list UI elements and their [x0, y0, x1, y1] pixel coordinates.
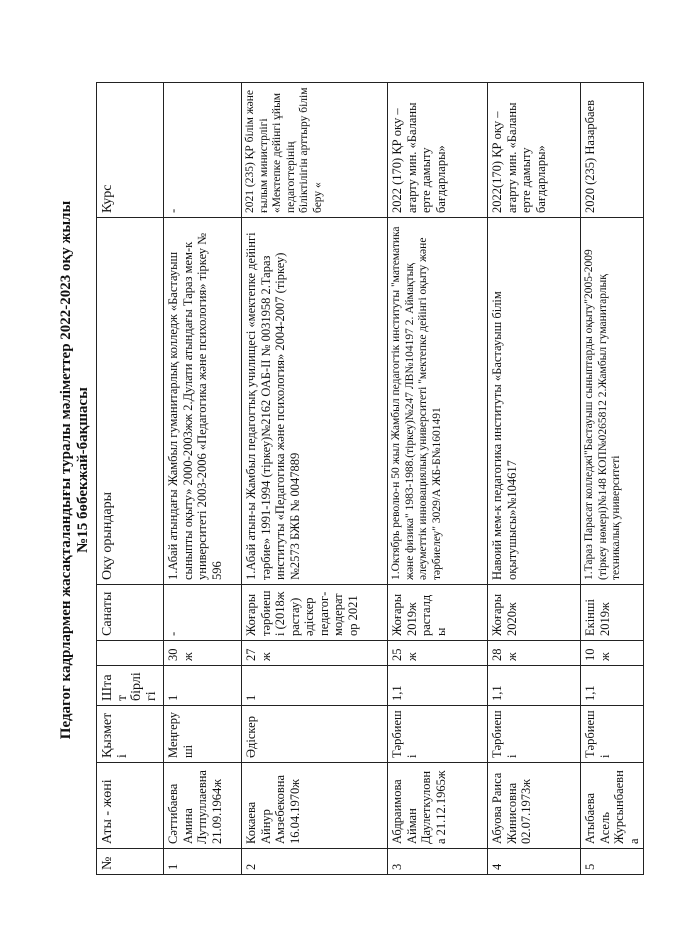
cell-position: Тәрбиеші — [388, 706, 488, 763]
cell-number: 1 — [164, 849, 242, 875]
cell-position: Тәрбиеші — [581, 706, 644, 763]
cell-education: 1.Абай атын-ы Жамбыл педагогтық училищесі «мектепке дейінгі тәрбие» 1991-1994 (тіркеу)№2162 ОАБ-II № 0031958 2.Тараз институты «Педагогика және психология» 2004-2007 (тіркеу)№2573 БЖБ № 0047889 — [242, 218, 388, 585]
cell-position: Меңгеруші — [164, 706, 242, 763]
cell-education: Навоий мем-к педагогика институты «Бастауыш білім оқытушысы»№104617 — [488, 218, 581, 585]
staff-table — [96, 82, 644, 875]
cell-name: Атыбаева Асель Журсынбаевна — [581, 763, 644, 849]
col-category: Санаты — [97, 585, 164, 641]
cell-staff: 1,1 — [488, 666, 581, 706]
cell-experience: 10ж — [581, 641, 644, 666]
cell-name: Абдраимова Айман Даулеткуловна 21.12.1965ж — [388, 763, 488, 849]
cell-number: 5 — [581, 849, 644, 875]
cell-category: Жоғары 2020ж — [488, 585, 581, 641]
cell-name: Кокаева Айнур Амзебековна 16.04.1970ж — [242, 763, 388, 849]
cell-staff: 1,1 — [581, 666, 644, 706]
col-course: Курс — [97, 83, 164, 218]
cell-number: 3 — [388, 849, 488, 875]
cell-category: Жоғары 2019ж расталды — [388, 585, 488, 641]
col-number: № — [97, 849, 164, 875]
cell-category: - — [164, 585, 242, 641]
cell-name: Сәттибаева Амина Лутпуллаевна 21.09.1964ж — [164, 763, 242, 849]
table-row — [488, 83, 581, 875]
col-education: Оқу орындары — [97, 218, 164, 585]
table-header-row — [97, 83, 164, 875]
cell-number: 2 — [242, 849, 388, 875]
cell-education: 1.Октябрь револю-н 50 жыл Жамбыл педагогтік институты "математика және физика" 1983-1988.(тіркеу)№247 ЛВ№104197 2. Аймақтық әлеуметтік инновациялық университеті "мектепке дейінгі оқыту және тәрбиелеу" 3029/А ЖБ-Б№1601491 — [388, 218, 488, 585]
cell-experience: 27ж — [242, 641, 388, 666]
cell-name: Абуова Раиса Жинисовна 02.07.1973ж — [488, 763, 581, 849]
table-row — [388, 83, 488, 875]
cell-course: 2020 (235) Назарбаев — [581, 83, 644, 218]
col-staff-unit: Штат бірлігі — [97, 666, 164, 706]
table-row — [242, 83, 388, 875]
col-experience — [97, 641, 164, 666]
col-position: Қызметі — [97, 706, 164, 763]
col-name: Аты - жөні — [97, 763, 164, 849]
cell-course: - — [164, 83, 242, 218]
cell-experience: 25ж — [388, 641, 488, 666]
cell-education: 1.Абай атындағы Жамбыл гуманитарлық колледж «Бастауыш сыныпты оқыту» 2000-2003жж 2.Дулати атындағы Тараз мем-к университеті 2003-2006 «Педагогика және психология» тіркеу № 596 — [164, 218, 242, 585]
cell-category: Екінші 2019ж — [581, 585, 644, 641]
cell-staff: 1,1 — [388, 666, 488, 706]
cell-education: 1.Тараз Парасат колледжі"Бастауыш сыныптарды оқыту"2005-2009 (тіркеу нөмері)№148 КОП№0265812 2.Жамбыл гуманитарлық техникалық университеті — [581, 218, 644, 585]
cell-position: Тәрбиеші — [488, 706, 581, 763]
cell-experience: 30ж — [164, 641, 242, 666]
cell-category: Жоғары тәрбиеші (2018ж растау) әдіскер педагог-модератор 2021 — [242, 585, 388, 641]
cell-staff: 1 — [164, 666, 242, 706]
cell-position: Әдіскер — [242, 706, 388, 763]
document-subtitle: №15 бөбекжай-бақшасы — [75, 387, 91, 553]
table-row — [164, 83, 242, 875]
document-title: Педагог кадрлармен жасақталандығы туралы мәліметтер 2022-2023 оқу жылы — [58, 200, 74, 740]
cell-course: 2021 (235) ҚР білім және ғылым министрлігі «Мектепке дейінгі ұйым педагогтерінің біліктілігін арттыру білім беру « — [242, 83, 388, 218]
cell-experience: 28ж — [488, 641, 581, 666]
cell-course: 2022(170) ҚР оқу –ағарту мин. «Баланы ерте дамыту бағдарлары» — [488, 83, 581, 218]
cell-staff: 1 — [242, 666, 388, 706]
table-row — [581, 83, 644, 875]
cell-number: 4 — [488, 849, 581, 875]
cell-course: 2022 (170) ҚР оқу –ағарту мин. «Баланы ерте дамыту бағдарлары» — [388, 83, 488, 218]
